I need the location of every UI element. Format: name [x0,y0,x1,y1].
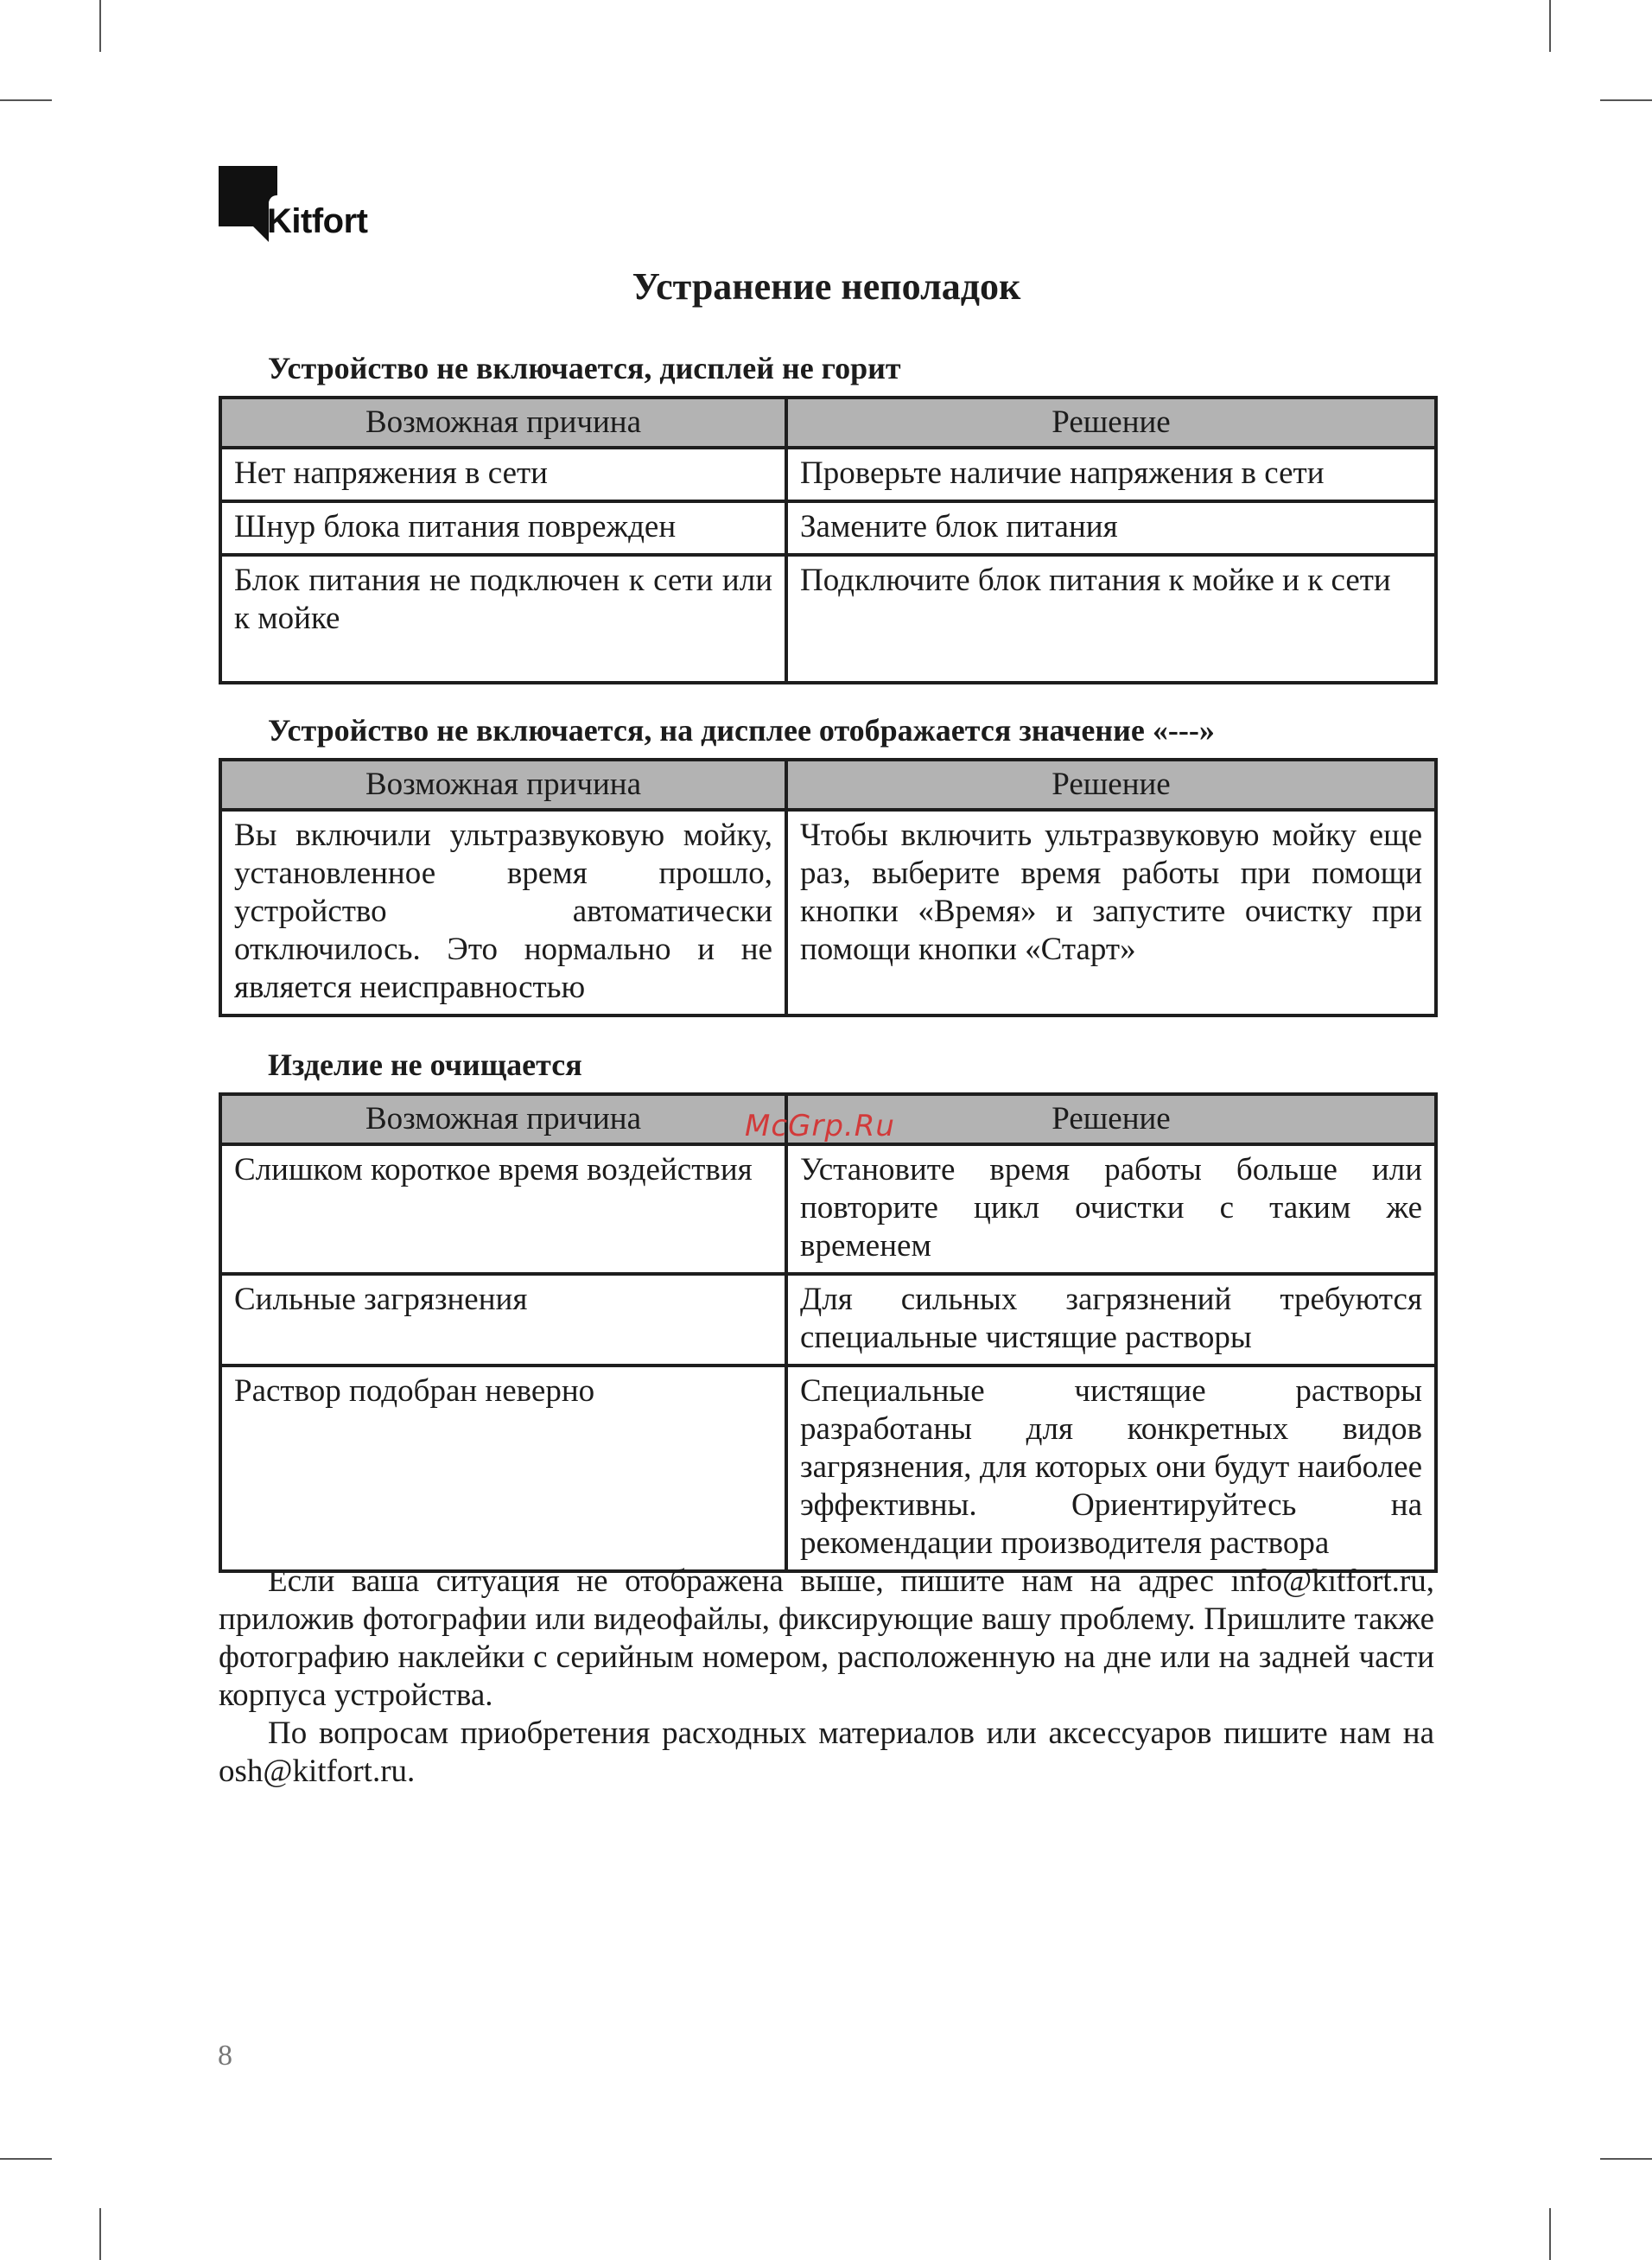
table-row [220,448,1436,501]
crop-mark [1549,0,1551,52]
solution-cell: Подключите блок питания к мойке и к сети [786,555,1436,683]
table-row [220,501,1436,555]
solution-cell: Установите время работы больше или повторите цикл очистки с таким же временем [786,1144,1436,1274]
crop-mark [0,2158,52,2160]
column-header-cause: Возможная причина [220,1094,786,1144]
cause-cell: Раствор подобран неверно [220,1366,786,1571]
solution-cell: Специальные чистящие растворы разработаны для конкретных видов загрязнения, для которых они будут наиболее эффективны. Ориентируйтесь на рекомендации производителя раствора [786,1366,1436,1571]
section-heading: Устройство не включается, на дисплее отображается значение «---» [268,713,1215,748]
table-row [220,810,1436,1015]
table-row [220,1366,1436,1571]
table-row [220,1274,1436,1366]
crop-mark [1600,2158,1652,2160]
section-heading: Изделие не очищается [268,1047,582,1082]
crop-mark [1600,99,1652,101]
cause-cell: Сильные загрязнения [220,1274,786,1366]
cause-cell: Шнур блока питания поврежден [220,501,786,555]
crop-mark [99,2208,101,2260]
section-heading: Устройство не включается, дисплей не горит [268,351,901,385]
column-header-cause: Возможная причина [220,760,786,810]
page-title: Устранение неполадок [632,265,1021,308]
contact-paragraph: Если ваша ситуация не отображена выше, пишите нам на адрес info@kitfort.ru, приложив фотографии или видеофайлы, фиксирующие вашу проблему. Пришлите также фотографию наклейки с серийным номером, расположенную на дне или на задней части корпуса устройства. [219,1563,1434,1713]
crop-mark [1549,2208,1551,2260]
table-row [220,1144,1436,1274]
brand-name: Kitfort [267,202,368,240]
troubleshooting-table [219,758,1438,1017]
kitfort-logo [219,166,383,249]
solution-cell: Замените блок питания [786,501,1436,555]
solution-cell: Для сильных загрязнений требуются специальные чистящие растворы [786,1274,1436,1366]
troubleshooting-table [219,396,1438,684]
crop-mark [99,0,101,52]
watermark: McGrp.Ru [745,1109,895,1143]
solution-cell: Чтобы включить ультразвуковую мойку еще раз, выберите время работы при помощи кнопки «Время» и запустите очистку при помощи кнопки «Старт» [786,810,1436,1015]
cause-cell: Нет напряжения в сети [220,448,786,501]
table-row [220,555,1436,683]
table-header-row [220,760,1436,810]
page-number: 8 [218,2040,232,2072]
column-header-solution: Решение [786,398,1436,448]
column-header-solution: Решение [786,760,1436,810]
accessories-paragraph: По вопросам приобретения расходных материалов или аксессуаров пишите нам на osh@kitfort.ru. [219,1716,1434,1789]
cause-cell: Вы включили ультразвуковую мойку, установленное время прошло, устройство автоматически отключилось. Это нормально и не является неисправностью [220,810,786,1015]
solution-cell: Проверьте наличие напряжения в сети [786,448,1436,501]
table-header-row [220,398,1436,448]
cause-cell: Блок питания не подключен к сети или к мойке [220,555,786,683]
column-header-solution: Решение [786,1094,1436,1144]
crop-mark [0,99,52,101]
cause-cell: Слишком короткое время воздействия [220,1144,786,1274]
troubleshooting-table [219,1092,1438,1573]
column-header-cause: Возможная причина [220,398,786,448]
